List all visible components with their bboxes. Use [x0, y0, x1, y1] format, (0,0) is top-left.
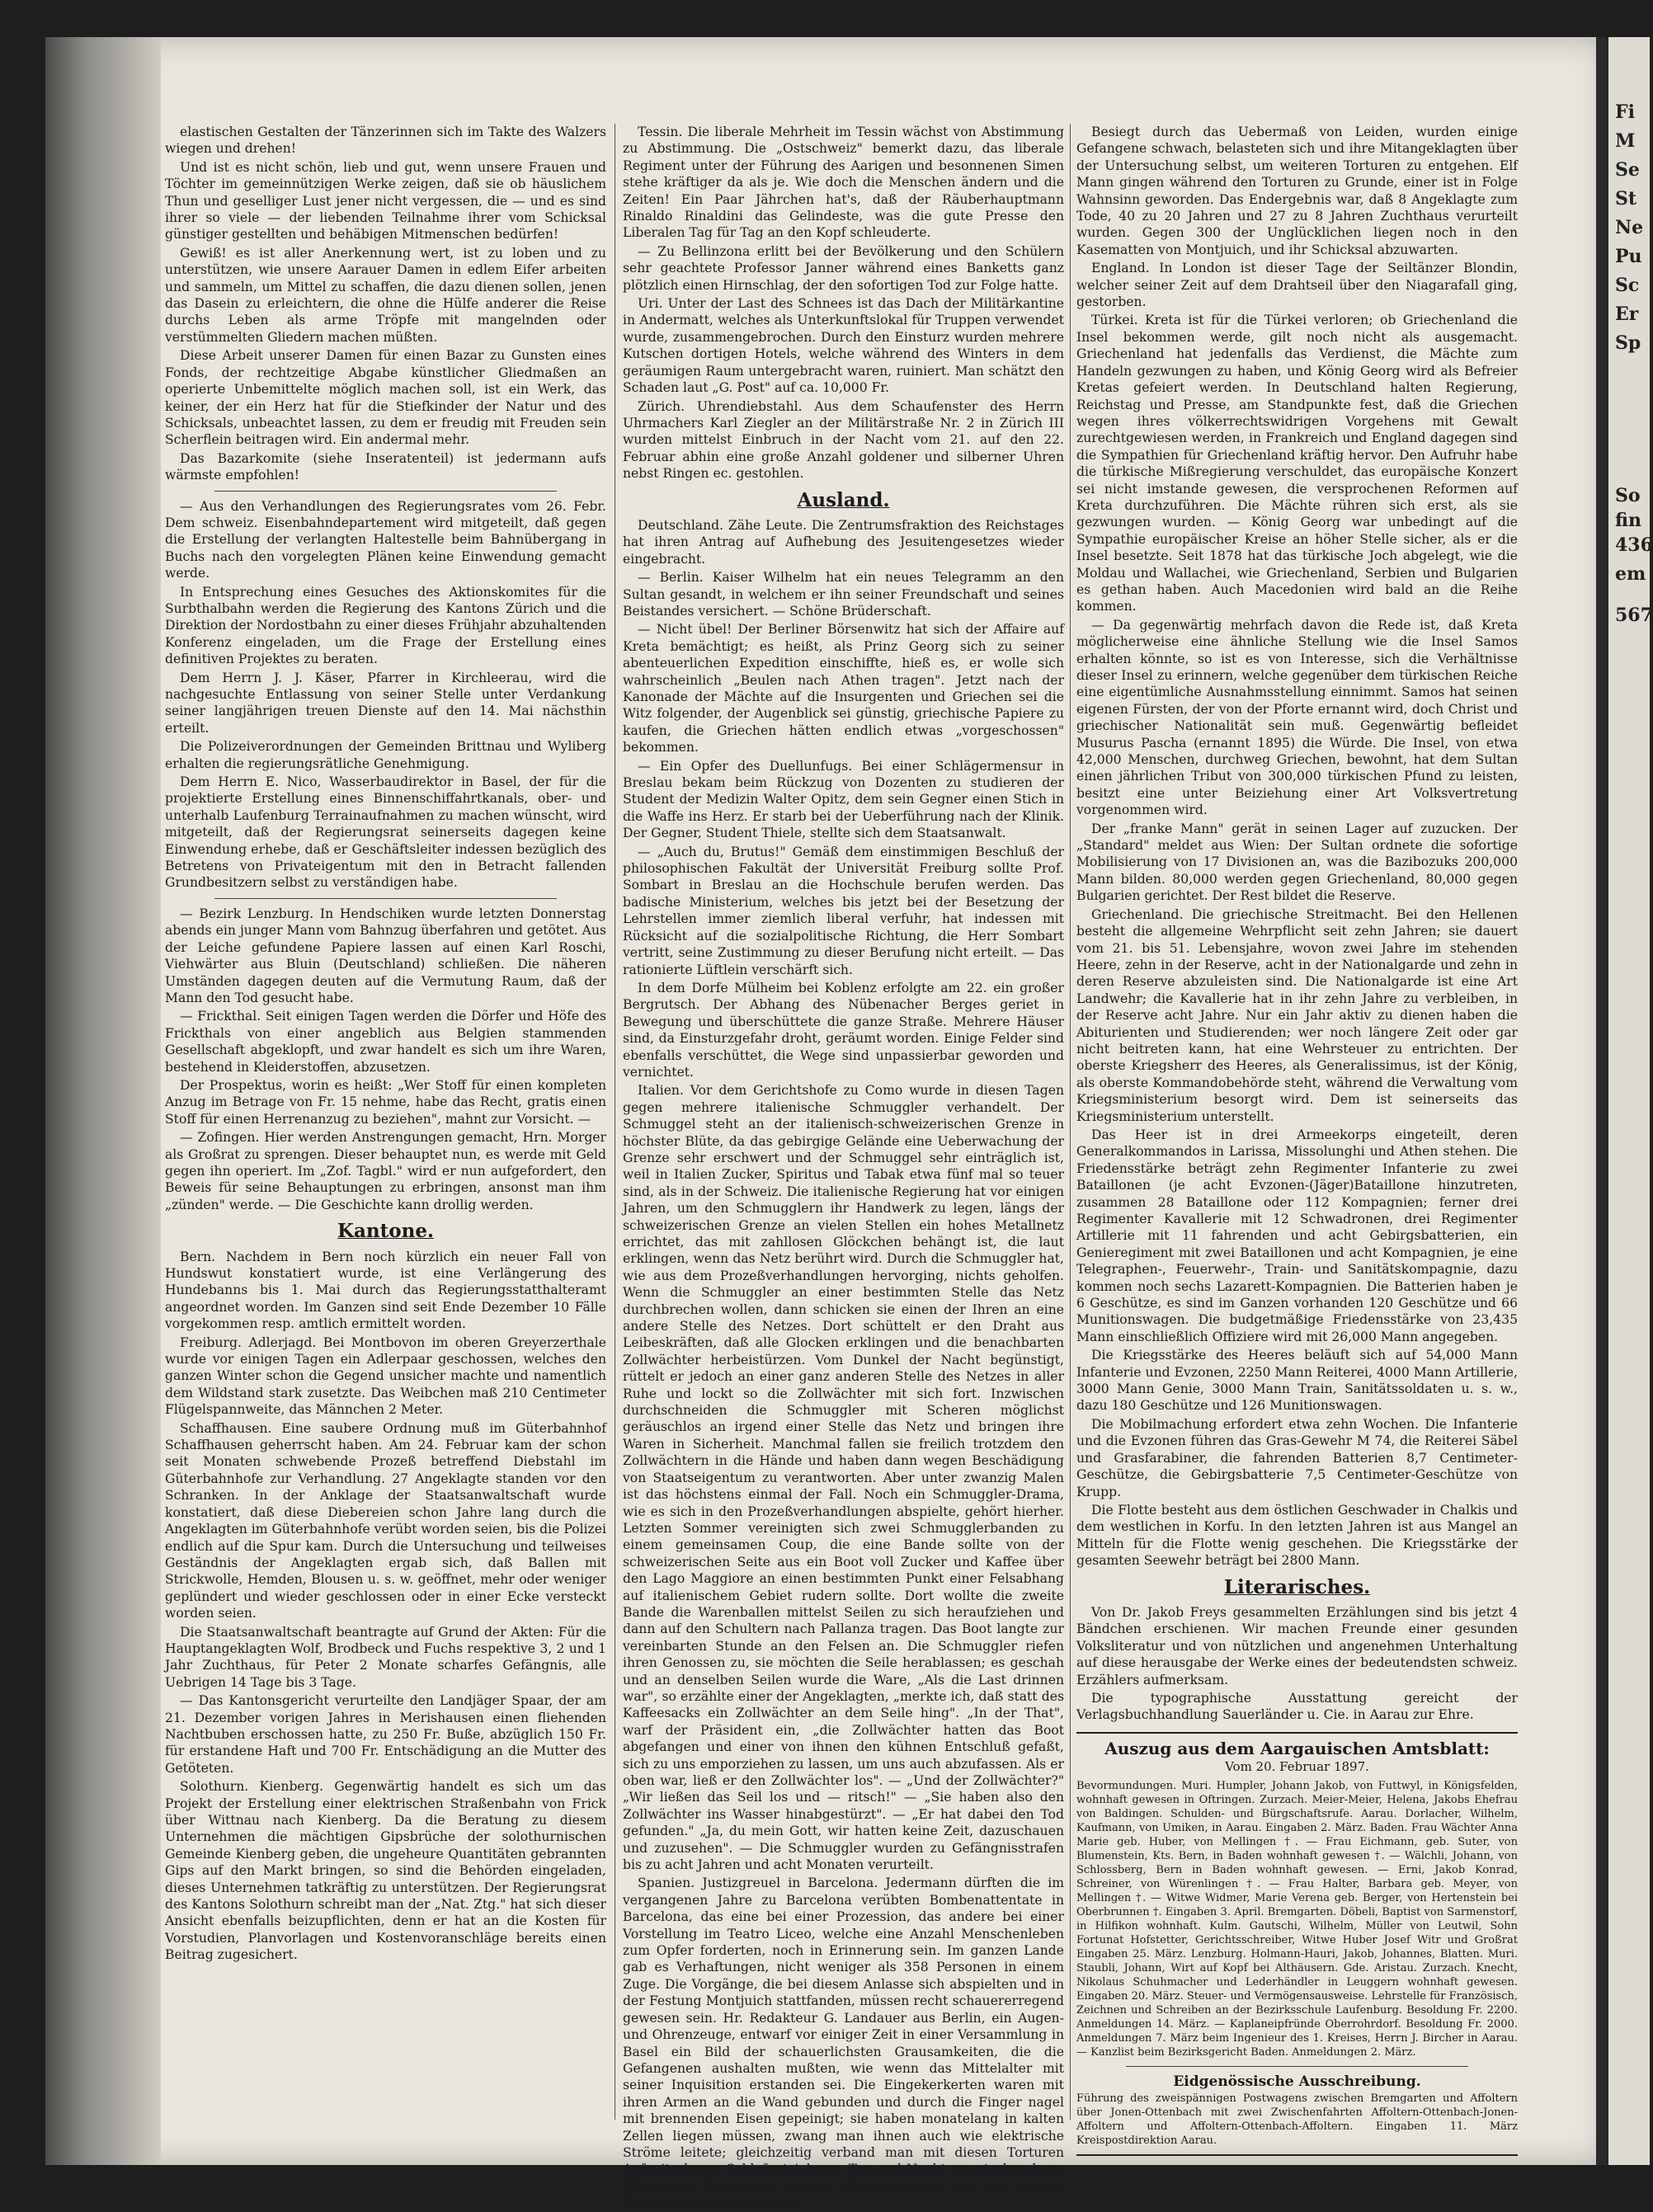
article-paragraph: In dem Dorfe Mülheim bei Koblenz erfolgte am 22. ein großer Bergrutsch. Der Abhang des Nübenacher Berges geriet in Bewegung und überschüttete die ganze Straße. Mehrere Häuser sind, da Einsturzgefahr droht, geräumt worden. Einige Felder sind ebenfalls verschüttet, die Wege sind unpassierbar geworden und vernichtet. — [623, 980, 1064, 1080]
article-paragraph: Dem Herrn E. Nico, Wasserbaudirektor in Basel, der für die projektierte Erstellung eines Binnenschiffahrtkanals, ober- und unterhalb Laufenburg Terrainaufnahmen zu machen wünscht, wird mitgeteilt, daß der Regierungsrat seinerseits dagegen keine Einwendung erhebe, daß er Geschäftsleiter indessen bezüglich des Betretens von Privateigentum mit den in Betracht fallenden Grundbesitzern selbst zu verständigen habe. — [165, 774, 606, 891]
article-paragraph: Das Heer ist in drei Armeekorps eingeteilt, deren Generalkommandos in Larissa, Missolunghi und Athen stehen. Die Friedensstärke beträgt zehn Regimenter Infanterie zu zwei Bataillonen (je acht Evzonen-(Jäger)Bataillone hinzutreten, zusammen 28 Bataillone oder 112 Kompagnien; ferner drei Regimenter Kavallerie mit 12 Schwadronen, drei Regimenter Artillerie mit 11 fahrenden und acht Gebirgsbatterien, ein Genieregiment mit zwei Bataillonen und acht Kompagnien, je eine Telegraphen-, Feuerwehr-, Train- und Sanitätskompagnie, dazu kommen noch sechs Lazarett-Kompagnien. Die Batterien haben je 6 Geschütze, es sind im Ganzen vorhanden 120 Geschütze und 66 Munitionswagen. Die budgetmäßige Friedensstärke von 23,435 Mann einschließlich Offiziere wird mit 26,000 Mann angegeben. — [1076, 1127, 1518, 1344]
article-paragraph: Der Prospektus, worin es heißt: „Wer Stoff für einen kompleten Anzug im Betrage von Fr. 15 nehme, habe das Recht, gratis einen Stoff für einen Herrenanzug zu beziehen", mahnt zur Vorsicht. — — [165, 1077, 606, 1127]
edge-fragment: 567 — [1615, 605, 1653, 626]
article-paragraph: Solothurn. Kienberg. Gegenwärtig handelt es sich um das Projekt der Erstellung einer elektrischen Straßenbahn von Frick über Wittnau nach Kienberg. Da die Beratung zu diesem Unternehmen die mächtigen Gipsbrüche der solothurnischen Gemeinde Kienberg geben, die ungeheure Quantitäten gebrannten Gips auf den Markt bringen, so sind die Behörden eingeladen, dieses Unternehmen tatkräftig zu unterstützen. Der Regierungsrat des Kantons Solothurn schreibt man der „Nat. Ztg." hat sich dieser Ansicht ebenfalls beizupflichten, denn er hat an die Kosten für Vorstudien, Planvorlagen und Kostenvoranschläge bereits einen Beitrag zugesichert. — [165, 1779, 606, 1963]
amtsblatt-body: Bevormundungen. Muri. Humpler, Johann Jakob, von Futtwyl, in Königsfelden, wohnhaft gewesen in Oftringen. Zurzach. Meier-Meier, Helena, Jakobs Ehefrau von Baldingen. Schulden- und Bürgschaftsrufe. Aarau. Dorlacher, Wilhelm, Kaufmann, von Umiken, in Aarau. Eingaben 2. März. Baden. Frau Wächter Anna Marie geb. Huber, von Mellingen †. — Frau Eichmann, geb. Suter, von Blumenstein, Kts. Bern, in Baden wohnhaft gewesen †. — Wälchli, Johann, von Schlossberg, Bern in Baden wohnhaft gewesen. — Erni, Jakob Konrad, Schreiner, von Würenlingen †. — Frau Halter, Barbara geb. Meyer, von Mellingen †. — Witwe Widmer, Marie Verena geb. Berger, von Hertenstein bei Oberbrunnen †. Eingaben 3. April. Bremgarten. Döbeli, Baptist von Sarmenstorf, in Hilfikon wohnhaft. Kulm. Gautschi, Wilhelm, Müller von Leutwil, Sohn Fortunat Hofstetter, Gerichtsschreiber, Witwe Huber Josef Witr und Großrat Eingaben 25. März. Lenzburg. Holmann-Hauri, Jakob, Johannes, Blatten. Muri. Staubli, Johann, Wirt auf Kopf bei Althäusern. Gde. Aristau. Zurzach. Knecht, Nikolaus Schuhmacher und Lederhändler in Leuggern wohnhaft gewesen. Eingaben 20. März. Steuer- und Vermögensausweise. Lehrstelle für Französisch, Zeichnen und Schreiben an der Bezirksschule Laufenburg. Besoldung Fr. 2200. Anmeldungen 14. März. — Kaplaneipfründe Oberrohrdorf. Besoldung Fr. 2000. Anmeldungen 7. März beim Ingenieur des 1. Kreises, Herrn J. Bircher in Aarau. — Kanzlist beim Bezirksgericht Baden. Anmeldungen 2. März. — [1076, 1779, 1518, 2059]
edge-fragment: Pu — [1615, 246, 1642, 267]
article-paragraph: Uri. Unter der Last des Schnees ist das Dach der Militärkantine in Andermatt, welches als Unterkunftslokal für Truppen verwendet wurde, zusammengebrochen. Durch den Einsturz wurden mehrere Kutschen dortigen Hotels, welche während des Winters in dem geräumigen Raum untergebracht waren, ruiniert. Man schätzt den Schaden laut „G. Post" auf ca. 10,000 Fr. — [623, 296, 1064, 396]
separator — [214, 898, 557, 899]
article-paragraph: — Zu Bellinzona erlitt bei der Bevölkerung und den Schülern sehr geachtete Professor Janner während eines Banketts ganz plötzlich einen Hirnschlag, der den sofortigen Tod zur Folge hatte. — [623, 243, 1064, 293]
binding-gutter — [45, 37, 161, 2165]
article-paragraph: Diese Arbeit unserer Damen für einen Bazar zu Gunsten eines Fonds, der rechtzeitige Abgabe künstlicher Gliedmaßen an operierte Unbemittelte möglich machen soll, ist ein Werk, das keiner, der ein Herz hat für die Stiefkinder der Natur und des Schicksals, unbeachtet lassen, zu dem er freudig mit Freuden sein Scherflein beitragen wird. Ein andermal mehr. — [165, 348, 606, 448]
article-paragraph: Die Kriegsstärke des Heeres beläuft sich auf 54,000 Mann Infanterie und Evzonen, 2250 Mann Reiterei, 4000 Mann Artillerie, 3000 Mann Genie, 3000 Mann Train, Sanitätssoldaten u. s. w., dazu 180 Geschütze und 126 Munitionswagen. — [1076, 1348, 1518, 1414]
amtsblatt-subtitle: Eidgenössische Ausschreibung. — [1173, 2073, 1421, 2090]
article-paragraph: — Nicht übel! Der Berliner Börsenwitz hat sich der Affaire auf Kreta bemächtigt; es heißt, als Prinz Georg sich zu seiner abenteuerlichen Expedition einschiffte, hieß es, er wolle sich wahrscheinlich „Beulen nach Athen tragen". Jetzt nach der Kanonade der Mächte auf die Insurgenten und Griechen sei die Witz folgender, der Augenblick sei günstig, griechische Papiere zu kaufen, die Griechen hätten endlich etwas „vorgeschossen" bekommen. — [623, 622, 1064, 755]
article-paragraph: Das Bazarkomite (siehe Inseratenteil) ist jedermann aufs wärmste empfohlen! — [165, 450, 606, 483]
article-paragraph: Spanien. Justizgreuel in Barcelona. Jedermann dürften die im vergangenen Jahre zu Barcelona verübten Bombenattentate in Barcelona, das eine bei einer Prozession, das andere bei einer Vorstellung im Teatro Liceo, welche eine Anzahl Menschenleben zum Opfer forderten, noch in Erinnerung sein. Im ganzen Lande gab es Verhaftungen, nicht weniger als 358 Personen in einem Zuge. Die Vorgänge, die bei diesem Anlasse sich abspielten und in der Festung Montjuich stattfanden, müssen recht schauererregend gewesen sein. Hr. Redakteur G. Landauer aus Berlin, ein Augen- und Ohrenzeuge, entwarf vor einiger Zeit in einer Versammlung in Basel ein Bild der schauerlichsten Grausamkeiten, die die Gefangenen aushalten mußten, wie wenn das Mittelalter mit seiner Inquisition erstanden sei. Die Eingekerkerten waren mit ihren Armen an die Wand gebunden und durch die Finger nagel mit brennenden Eisen gepeinigt; sie haben monatelang in kalten Zellen liegen müssen, zwang man ihnen auch wie elektrische Ströme leitete; gleichzeitig verband man mit diesen Torturen Aufpeitschung, Schlafentziehung, Tag und Nacht ununterbrochene Marterung, Bastonade, andere Grausamkeiten, um den Leuten Geständnisse zu erpressen. — [623, 1875, 1064, 2211]
edge-fragment: Sc — [1615, 275, 1640, 296]
edge-fragment: 436 — [1615, 534, 1653, 556]
article-paragraph: Von Dr. Jakob Freys gesammelten Erzählungen sind bis jetzt 4 Bändchen erschienen. Wir machen Freunde einer gesunden Volksliteratur und von nützlichen und angenehmen Unterhaltung auf diese herausgabe der Werke eines der bedeutendsten schweiz. Erzählers aufmerksam. — [1076, 1604, 1518, 1687]
edge-fragment: M — [1615, 130, 1636, 152]
article-paragraph: Bern. Nachdem in Bern noch kürzlich ein neuer Fall von Hundswut konstatiert wurde, ist eine Verlängerung des Hundebanns bis 1. Mai durch das Regierungsstatthalteramt angeordnet worden. Im Ganzen sind seit Ende Dezember 10 Fälle vorgekommen resp. amtlich ermittelt worden. — [165, 1249, 606, 1332]
amtsblatt-title: Auszug aus dem Aargauischen Amtsblatt: — [1104, 1738, 1490, 1758]
article-paragraph: Deutschland. Zähe Leute. Die Zentrumsfraktion des Reichstages hat ihren Antrag auf Aufhebung des Jesuitengesetzes wieder eingebracht. — [623, 517, 1064, 567]
edge-fragment: fin — [1615, 510, 1641, 531]
separator — [214, 491, 557, 492]
next-page-edge — [1608, 37, 1653, 2165]
article-paragraph: Die typographische Ausstattung gereicht der Verlagsbuchhandlung Sauerländer u. Cie. in Aarau zur Ehre. — [1076, 1690, 1518, 1723]
article-paragraph: — „Auch du, Brutus!" Gemäß dem einstimmigen Beschluß der philosophischen Fakultät der Universität Freiburg sollte Prof. Sombart in Breslau an die Hochschule berufen werden. Das badische Ministerium, welches bis jetzt bei der Besetzung der Lehrstellen immer ziemlich liberal verfuhr, hat indessen mit Rücksicht auf die sozialpolitische Richtung, die Herr Sombart vertritt, seine Zustimmung zu dieser Berufung nicht erteilt. — Das rationierte Lüftlein verschärft sich. — [623, 844, 1064, 977]
article-paragraph: — Zofingen. Hier werden Anstrengungen gemacht, Hrn. Morger als Großrat zu sprengen. Dieser behauptet nun, es werde mit Geld gegen ihn operiert. Im „Zof. Tagbl." wird er nun aufgefordert, den Beweis für seine Behauptungen zu erbringen, ansonst man ihm „zünden" werde. — Die Geschichte kann drollig werden. — [165, 1130, 606, 1212]
column-middle — [623, 124, 1064, 2211]
edge-fragment: Er — [1615, 304, 1639, 325]
article-paragraph: Schaffhausen. Eine saubere Ordnung muß im Güterbahnhof Schaffhausen geherrscht haben. Am 24. Februar kam der schon seit Monaten schwebende Prozeß betreffend Diebstahl im Güterbahnhofe zur Verhandlung. 27 Angeklagte standen vor den Schranken. In der Anklage der Staatsanwaltschaft wurde konstatiert, daß diese Diebereien schon Jahre lang durch die Angeklagten im Güterbahnhofe verübt worden seien, bis die Polizei endlich auf die Spur kam. Durch die Untersuchung und teilweises Geständnis der Angeklagten ergab sich, daß Ballen mit Strickwolle, Hemden, Blousen u. s. w. geöffnet, mehr oder weniger geplündert und wieder geschlossen oder in einer Ecke versteckt worden seien. — [165, 1420, 606, 1621]
article-paragraph: Besiegt durch das Uebermaß von Leiden, wurden einige Gefangene schwach, belasteten sich und ihre Mitangeklagten über der Untersuchung selbst, um weiteren Torturen zu entgehen. Elf Mann gingen während den Torturen zu Grunde, einer ist in Folge Wahnsinn geworden. Das Endergebnis war, daß 8 Angeklagte zum Tode, 40 zu 20 Jahren und 27 zu 8 Jahren Zuchthaus verurteilt wurden. Gegen 300 der Unglücklichen liegen noch in den Kasematten von Montjuich, und ihr Schicksal abzuwarten. — [1076, 125, 1518, 257]
edge-fragment: Sp — [1615, 332, 1641, 354]
column-right — [1076, 124, 1518, 2147]
section-heading: Kantone. — [337, 1220, 434, 1243]
article-paragraph: — Ein Opfer des Duellunfugs. Bei einer Schlägermensur in Breslau bekam beim Rückzug von Dozenten zu studieren der Student der Medizin Walter Opitz, dem sein Gegner einen Stich in die Waffe ins Herz. Er starb bei der Ueberführung nach der Klinik. Der Gegner, Student Thiele, stellte sich dem Staatsanwalt. — [623, 758, 1064, 841]
article-paragraph: Türkei. Kreta ist für die Türkei verloren; ob Griechenland die Insel bekommen werde, gilt noch nicht als ausgemacht. Griechenland hat jedenfalls das Verdienst, die Mächte zum Handeln gezwungen zu haben, und König Georg wird als Befreier Kretas gefeiert werden. In Deutschland halten Regierung, Reichstag und Presse, am Standpunkte fest, daß die Griechen wegen ihres völkerrechtswidrigen Vorgehens mit Gewalt zurechtgewiesen werden, in Frankreich und England dagegen sind die Sympathien für Griechenland kräftig hervor. Den Aufruhr habe die türkische Mißregierung verschuldet, das europäische Konzert sei nicht imstande gewesen, die versprochenen Reformen auf Kreta durchzuführen. Die Mächte rühren sich erst, als sie gezwungen wurden. — König Georg war unbedingt auf die Sympathie europäischer Kreise an höher Stelle sicher, als er die Insel besetzte. Seit 1878 hat das türkische Joch abgelegt, wie die Moldau und Wallachei, wie Griechenland, Serbien und Bulgarien es gethan haben. Auch Macedonien wird bald an die Reihe kommen. — [1076, 313, 1518, 614]
article-paragraph: — Da gegenwärtig mehrfach davon die Rede ist, daß Kreta möglicherweise eine ähnliche Stellung wie die Insel Samos erhalten könnte, so ist es von Interesse, sich die Verhältnisse dieser Insel zu erinnern, welche gegenüber dem türkischen Reiche eine eigentümliche Ausnahmsstellung einnimmt. Samos hat seinen eigenen Fürsten, der von der Pforte ernannt wird, doch Christ und griechischer Nationalität sein muß. Gegenwärtig befleidet Musurus Pascha (ernannt 1895) die Würde. Die Insel, von etwa 42,000 Menschen, durchweg Griechen, bewohnt, hat dem Sultan einen jährlichen Tribut von 300,000 türkischen Pfund zu leisten, besitzt eine unter Beiziehung einer Art Volksvertretung vorgenommen wird. — [1076, 617, 1518, 818]
section-heading: Literarisches. — [1223, 1575, 1371, 1598]
article-paragraph: elastischen Gestalten der Tänzerinnen sich im Takte des Walzers wiegen und drehen! — [165, 125, 606, 157]
article-paragraph: — Bezirk Lenzburg. In Hendschiken wurde letzten Donnerstag abends ein junger Mann vom Bahnzug überfahren und getötet. Aus der Leiche gefundene Papiere lassen auf einen Karl Roschi, Viehwärter aus Bluin (Deutschland) schließen. Die näheren Umständen dagegen deuten auf die Vermutung Raum, daß der Mann den Tod gesucht habe. — [165, 906, 606, 1005]
article-paragraph: Und ist es nicht schön, lieb und gut, wenn unsere Frauen und Töchter im gemeinnützigen Werke zeigen, daß sie ob häuslichem Thun und geselliger Lust jener nicht vergessen, die — und es sind ihrer so viele — der liebenden Teilnahme ihrer vom Schicksal günstiger gestellten und behäbigen Mitmenschen bedürfen! — [165, 159, 606, 242]
article-paragraph: Tessin. Die liberale Mehrheit im Tessin wächst von Abstimmung zu Abstimmung. Die „Ostschweiz" bemerkt dazu, das liberale Regiment unter der Führung des Aarigen und besonnenen Simen stehe kräftiger da als je. Wie doch die Menschen ändern und die Zeiten! Ein Paar Jährchen hat's, daß der Räuberhauptmann Rinaldo Rinaldini das Gelindeste, was die gute Presse den Liberalen Tag für Tag an den Kopf schleuderte. — [623, 125, 1064, 241]
amtsblatt-box — [1076, 1732, 1518, 2156]
edge-fragment: Se — [1615, 159, 1640, 181]
article-paragraph: — Berlin. Kaiser Wilhelm hat ein neues Telegramm an den Sultan gesandt, in welchem er ihn seiner Freundschaft und seines Beistandes versichert. — Schöne Brüderschaft. — [623, 570, 1064, 619]
edge-fragment: So — [1615, 485, 1641, 506]
amtsblatt-date: Vom 20. Februar 1897. — [1225, 1759, 1369, 1775]
edge-fragment: em — [1615, 563, 1646, 585]
article-paragraph: Freiburg. Adlerjagd. Bei Montbovon im oberen Greyerzerthale wurde vor einigen Tagen ein Adlerpaar geschossen, welches den ganzen Winter schon die Gegend unsicher machte und namentlich dem Wildstand stark zusetzte. Das Weibchen maß 210 Centimeter Flügelspannweite, das Männchen 2 Meter. — [165, 1334, 606, 1418]
amtsblatt-subbody: Führung des zweispännigen Postwagens zwischen Bremgarten und Affoltern über Jonen-Ottenbach mit zwei Zwischenfahrten Affoltern-Ottenbach-Jonen-Affoltern und Affoltern-Ottenbach-Affoltern. Eingaben 11. März Kreispostdirektion Aarau. — [1076, 2092, 1518, 2147]
edge-fragment: Ne — [1615, 217, 1644, 238]
article-paragraph: Der „franke Mann" gerät in seinen Lager auf zuzucken. Der „Standard" meldet aus Wien: Der Sultan ordnete die sofortige Mobilisierung von 17 Divisionen an, was die Bazibozuks 200,000 Mann bilden. 80,000 werden gegen Griechenland, 80,000 gegen Bulgarien gerichtet. Der Rest bildet die Reserve. — [1076, 821, 1518, 904]
article-paragraph: Die Polizeiverordnungen der Gemeinden Brittnau und Wyliberg erhalten die regierungsrätliche Genehmigung. — [165, 739, 606, 771]
article-paragraph: Zürich. Uhrendiebstahl. Aus dem Schaufenster des Herrn Uhrmachers Karl Ziegler an der Militärstraße Nr. 2 in Zürich III wurden mittelst Einbruch in der Nacht vom 21. auf den 22. Februar abhin eine große Anzahl goldener und silberner Uhren nebst Ringen ec. gestohlen. — [623, 398, 1064, 482]
article-paragraph: England. In London ist dieser Tage der Seiltänzer Blondin, welcher seiner Zeit auf dem Drahtseil über den Niagarafall ging, gestorben. — [1076, 261, 1518, 310]
edge-fragment: Fi — [1615, 101, 1635, 123]
article-paragraph: Die Flotte besteht aus dem östlichen Geschwader in Chalkis und dem westlichen in Korfu. In den letzten Jahren ist aus Mangel an Mitteln für die Flotte wenig geschehen. Die Kriegsstärke der gesamten Seewehr beträgt bei 2800 Mann. — [1076, 1502, 1518, 1569]
article-paragraph: Die Mobilmachung erfordert etwa zehn Wochen. Die Infanterie und die Evzonen führen das Gras-Gewehr M 74, die Reiterei Säbel und Grasfarabiner, die fahrenden Batterien 8,7 Centimeter-Geschütze, die Gebirgsbatterie 7,5 Centimeter-Geschütze von Krupp. — [1076, 1416, 1518, 1499]
article-paragraph: Gewiß! es ist aller Anerkennung wert, ist zu loben und zu unterstützen, wie unsere Aarauer Damen in edlem Eifer arbeiten und sammeln, um Mittel zu schaffen, die dazu dienen sollen, jenen das Dasein zu erleichtern, die ohne die Hülfe anderer die Reise durchs Leben als arme Tröpfe mit mangelnden oder verstümmelten Gliedern machen müßten. — [165, 245, 606, 345]
edge-fragment: St — [1615, 188, 1637, 209]
page-edge-shadow — [1596, 37, 1608, 2165]
article-paragraph: — Aus den Verhandlungen des Regierungsrates vom 26. Febr. Dem schweiz. Eisenbahndepartement wird mitgeteilt, daß gegen die Erstellung der verlangten Haltestelle beim Bahnübergang in Buchs nach den vorgelegten Plänen keine Einwendung gemacht werde. — [165, 498, 606, 581]
article-paragraph: Griechenland. Die griechische Streitmacht. Bei den Hellenen besteht die allgemeine Wehrpflicht seit zehn Jahren; sie dauert vom 21. bis 51. Lebensjahre, wovon zwei Jahre im stehenden Heere, zehn in der Reserve, acht in der Nationalgarde und zehn in deren Reserve abzuleisten sind. Die Nationalgarde ist eine Art Landwehr; die Kavallerie hat in ihr zehn Jahre zu verbleiben, in der Reserve acht Jahre. Nur ein Jahr aktiv zu dienen haben die Abiturienten und Studierenden; wer noch längere Zeit oder gar nicht beitreten kann, hat eine Wehrsteuer zu entrichten. Der oberste Kriegsherr des Heeres, als Generalissimus, ist der König, als oberste Kommandobehörde steht, während die Verwaltung vom Kriegsministerium besorgt wird. Dem ist seinerseits das Kriegsministerium unterstellt. — [1076, 906, 1518, 1124]
section-heading: Ausland. — [797, 488, 890, 511]
article-paragraph: — Frickthal. Seit einigen Tagen werden die Dörfer und Höfe des Frickthals von einer angeblich aus Belgien stammenden Gesellschaft abgeklopft, und zwar handelt es sich um ihre Waren, bestehend in Kleiderstoffen, abzusetzen. — [165, 1009, 606, 1075]
column-left — [165, 124, 606, 2136]
article-paragraph: Italien. Vor dem Gerichtshofe zu Como wurde in diesen Tagen gegen mehrere italienische Schmuggler verhandelt. Der Schmuggel steht an der italienisch-schweizerischen Grenze in höchster Blüte, da das gebirgige Gelände eine Ueberwachung der Grenze sehr erschwert und der Schmuggel sehr einträglich ist, weil in Italien Zucker, Spiritus und Tabak etwa fünf mal so teuer sind, als in der Schweiz. Die italienische Regierung hat vor einigen Jahren, um den Schmugglern ihr Handwerk zu legen, längs der schweizerischen Grenze an vielen Stellen ein hohes Metallnetz errichtet, das mit zahllosen Glöckchen behängt ist, die laut erklingen, wenn das Netz berührt wird. Durch die Schmuggler hat, wie aus dem Prozeßverhandlungen hervorging, nichts geholfen. Wenn die Schmuggler an einer bestimmten Stelle das Netz durchbrechen wollen, dann schicken sie einen der Ihren an eine andere Stelle des Netzes. Dort schüttelt er den Draht aus Leibeskräften, daß alle Glocken erklingen und die benachbarten Zollwächter herbeistürzen. Vom Dunkel der Nacht begünstigt, rüttelt er jedoch an einer ganz anderen Stelle des Netzes in aller Ruhe und lockt so die Zollwächter mit sich fort. Inzwischen durchschneiden die Schmuggler mit Scheren möglichst geräuschlos an irgend einer Stelle das Netz und bringen ihre Waren in Sicherheit. Manchmal fallen sie freilich trotzdem den Zollwächtern in die Hände und haben dann wegen Beschädigung von Staatseigentum zu verantworten. Aber unter zwanzig Malen ist das höchstens einmal der Fall. Noch ein Schmuggler-Drama, wie es sich in den Prozeßverhandlungen abspielte, gehört hierher. Letzten Sommer vereinigten sich zwei Schmugglerbanden zu einem gemeinsamen Coup, die eine Bande sollte von der schweizerischen Seite aus ein Boot voll Zucker und Kaffee über den Lago Maggiore an einen bestimmten Punkt einer Felsabhang auf italienischem Gebiet rudern sollte. Dort wollte die zweite Bande die Warenballen mittelst Seilen zu sich heraufziehen und dann auf den Schultern nach Pallanza tragen. Das Boot langte zur vereinbarten Stunde an den Felsen an. Die Schmuggler riefen ihren Genossen zu, sie möchten die Seile herablassen; es geschah und an denselben Seilen wurde die Ware, „Als die Last drinnen war", so erzählte einer der Angeklagten, „merkte ich, daß statt des Kaffeesacks ein Zollwächter an dem Seile hing". „In der That", warf der Präsident ein, „die Zollwächter hatten das Boot abgefangen und einer von ihnen den kühnen Entschluß gefaßt, sich zu uns emporziehen zu lassen, um uns auch abzufassen. Als er oben war, ließ er den Zollwächter los". — „Und der Zollwächter?" „Wir ließen das Seil los und — ritsch!" — „Sie haben also den Zollwächter ins Wasser hinabgestürzt". — „Er hat dabei den Tod gefunden." „Ja, du mein Gott, wir hatten keine Zeit, dazuschauen und zuzusehen". — Die Schmuggler wurden zu Gefängnisstrafen bis zu acht Jahren und acht Monaten verurteilt. — [623, 1083, 1064, 1873]
article-paragraph: Dem Herrn J. J. Käser, Pfarrer in Kirchleerau, wird die nachgesuchte Entlassung von seiner Stelle unter Verdankung seiner langjährigen treuen Dienste auf den 14. Mai nächsthin erteilt. — [165, 670, 606, 736]
article-paragraph: — Das Kantonsgericht verurteilte den Landjäger Spaar, der am 21. Dezember vorigen Jahres in Merishausen einen fliehenden Nachtbuben erschossen hatte, zu 250 Fr. Buße, abzüglich 150 Fr. für erstandene Haft und 700 Fr. Entschädigung an die Mutter des Getöteten. — [165, 1693, 606, 1776]
column-rule-2 — [1070, 124, 1071, 2120]
article-paragraph: In Entsprechung eines Gesuches des Aktionskomites für die Surbthalbahn werden die Regierung des Kantons Zürich und die Direktion der Nordostbahn zu einer dieses Frühjahr abzuhaltenden Konferenz eingeladen, um die Frage der Erstellung eines definitiven Projektes zu beraten. — [165, 584, 606, 667]
article-paragraph: Die Staatsanwaltschaft beantragte auf Grund der Akten: Für die Hauptangeklagten Wolf, Brodbeck und Fuchs respektive 3, 2 und 1 Jahr Zuchthaus, für Peter 2 Monate scharfes Gefängnis, alle Uebrigen 14 Tage bis 3 Tage. — [165, 1624, 606, 1690]
